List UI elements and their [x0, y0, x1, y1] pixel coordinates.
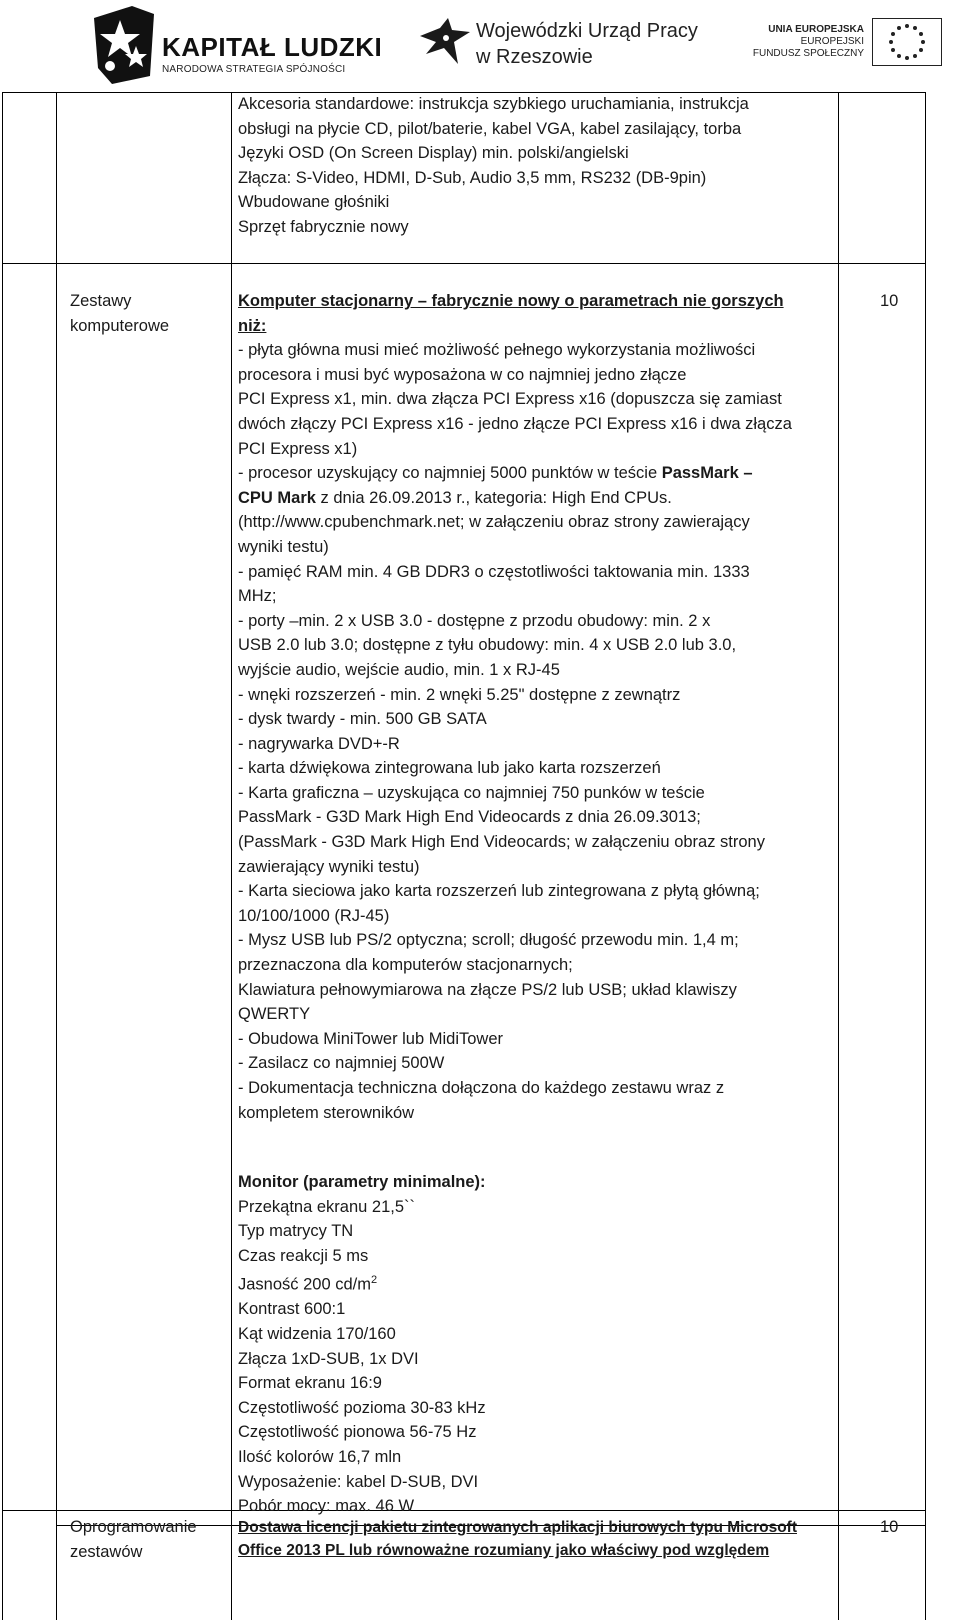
text-line: - karta dźwiękowa zintegrowana lub jako karta rozszerzeń [238, 759, 661, 778]
category-line: Oprogramowanie [70, 1518, 197, 1536]
software-quantity: 10 [880, 1518, 899, 1536]
accessories-description [238, 92, 749, 240]
text-line: 10/100/1000 (RJ-45) [238, 906, 390, 925]
kapital-ludzki-emblem-icon [92, 6, 156, 84]
kapital-ludzki-title: KAPITAŁ LUDZKI [162, 32, 383, 62]
text-line: obsługi na płycie CD, pilot/baterie, kabel VGA, kabel zasilający, torba [238, 119, 742, 138]
text-line: - nagrywarka DVD+-R [238, 734, 400, 753]
text-line: PassMark - G3D Mark High End Videocards z dnia 26.09.3013; [238, 808, 701, 827]
cpu-text: z dnia 26.09.2013 r., kategoria: High End CPUs. [315, 488, 672, 507]
text-line: (http://www.cpubenchmark.net; w załączeniu obraz strony zawierający [238, 513, 750, 532]
software-line: Dostawa licencji pakietu zintegrowanych aplikacji biurowych typu Microsoft [238, 1519, 797, 1536]
kapital-ludzki-logo [92, 6, 383, 86]
text-line: - pamięć RAM min. 4 GB DDR3 o częstotliwości taktowania min. 1333 [238, 562, 750, 581]
text-line: procesora i musi być wyposażona w co najmniej jedno złącze [238, 365, 687, 384]
category-line: Zestawy [70, 292, 132, 310]
eu-line1: UNIA EUROPEJSKA [768, 24, 864, 35]
text-line: zawierający wyniki testu) [238, 857, 420, 876]
table-border-right [925, 92, 926, 1620]
specification-table [0, 92, 960, 1620]
text-line: przeznaczona dla komputerów stacjonarnych; [238, 956, 573, 975]
text-line: - płyta główna musi mieć możliwość pełnego wykorzystania możliwości [238, 341, 756, 360]
kapital-ludzki-subtitle: NARODOWA STRATEGIA SPÓJNOŚCI [162, 64, 346, 75]
eu-logo [752, 14, 950, 74]
text-line: PCI Express x1) [238, 439, 358, 458]
text-line: Języki OSD (On Screen Display) min. polski/angielski [238, 144, 629, 163]
wup-name-line2: w Rzeszowie [476, 46, 593, 68]
text-line: Kontrast 600:1 [238, 1300, 346, 1319]
passmark-label: PassMark – [661, 464, 753, 483]
text-line: USB 2.0 lub 3.0; dostępne z tyłu obudowy: min. 4 x USB 2.0 lub 3.0, [238, 636, 737, 655]
text-line: Ilość kolorów 16,7 mln [238, 1448, 402, 1467]
brightness-superscript: 2 [370, 1274, 378, 1287]
text-line: - Zasilacz co najmniej 500W [238, 1054, 445, 1073]
computers-category [70, 289, 169, 338]
text-line: Klawiatura pełnowymiarowa na złącze PS/2 lub USB; układ klawiszy [238, 980, 737, 999]
table-border-col3 [838, 92, 839, 1620]
text-line: Wyposażenie: kabel D-SUB, DVI [238, 1472, 479, 1491]
text-line: Przekątna ekranu 21,5`` [238, 1197, 416, 1216]
text-line: Typ matrycy TN [238, 1222, 354, 1241]
wup-name-line1: Wojewódzki Urząd Pracy [476, 20, 698, 42]
text-line: - Obudowa MiniTower lub MidiTower [238, 1029, 504, 1048]
software-description [238, 1516, 797, 1562]
text-line: Sprzęt fabrycznie nowy [238, 217, 409, 236]
text-line: Format ekranu 16:9 [238, 1374, 382, 1393]
text-line: - Karta sieciowa jako karta rozszerzeń lub zintegrowana z płytą główną; [238, 882, 760, 901]
category-line: zestawów [70, 1542, 143, 1561]
cpu-line [238, 486, 792, 511]
table-border-left [2, 92, 3, 1620]
text-line: (PassMark - G3D Mark High End Videocards; w załączeniu obraz strony [238, 833, 765, 852]
eu-line3: FUNDUSZ SPOŁECZNY [752, 48, 864, 59]
text-line: Wbudowane głośniki [238, 193, 390, 212]
wup-logo [418, 14, 698, 74]
computer-heading: Komputer stacjonarny – fabrycznie nowy o parametrach nie gorszych [238, 292, 784, 310]
computer-heading: niż: [238, 316, 267, 335]
software-line: Office 2013 PL lub równoważne rozumiany jako właściwy pod względem [238, 1542, 770, 1559]
table-row-divider [2, 263, 926, 264]
brightness-line [238, 1268, 486, 1297]
text-line: - Dokumentacja techniczna dołączona do każdego zestawu wraz z [238, 1079, 725, 1097]
text-line: Częstotliwość pionowa 56-75 Hz [238, 1423, 477, 1442]
table-border-col2 [231, 92, 232, 1620]
computers-quantity: 10 [880, 292, 899, 310]
text-line: Złącza: S-Video, HDMI, D-Sub, Audio 3,5 mm, RS232 (DB-9pin) [238, 168, 707, 187]
wup-bird-icon [418, 18, 472, 68]
text-line: - Mysz USB lub PS/2 optyczna; scroll; długość przewodu min. 1,4 m; [238, 931, 739, 950]
table-border-col1 [56, 92, 57, 1620]
eu-line2: EUROPEJSKI [800, 36, 864, 47]
brightness-text: Jasność 200 cd/m [238, 1275, 371, 1294]
text-line: kompletem sterowników [238, 1103, 415, 1122]
category-line: komputerowe [70, 316, 170, 335]
eu-flag-icon [872, 18, 942, 66]
cpu-line [238, 461, 792, 486]
page-header [0, 0, 960, 90]
monitor-heading: Monitor (parametry minimalne): [238, 1173, 486, 1191]
eu-text [753, 24, 864, 60]
text-line: - Karta graficzna – uzyskująca co najmniej 750 punków w teście [238, 783, 705, 802]
text-line: Czas reakcji 5 ms [238, 1246, 369, 1265]
text-line: QWERTY [238, 1005, 311, 1024]
text-line: MHz; [238, 587, 277, 606]
text-line: Akcesoria standardowe: instrukcja szybkiego uruchamiania, instrukcja [238, 95, 749, 113]
text-line: Pobór mocy: max. 46 W [238, 1497, 415, 1516]
cpu-text: - procesor uzyskujący co najmniej 5000 punktów w teście [238, 464, 662, 483]
text-line: - wnęki rozszerzeń - min. 2 wnęki 5.25" dostępne z zewnątrz [238, 685, 681, 704]
text-line: PCI Express x1, min. dwa złącza PCI Express x16 (dopuszcza się zamiast [238, 390, 782, 409]
text-line: - dysk twardy - min. 500 GB SATA [238, 710, 487, 729]
computers-description [238, 289, 792, 1125]
text-line: Częstotliwość pozioma 30-83 kHz [238, 1398, 486, 1417]
text-line: - porty –min. 2 x USB 3.0 - dostępne z przodu obudowy: min. 2 x [238, 611, 711, 630]
software-category [70, 1515, 197, 1564]
cpu-mark-label: CPU Mark [238, 488, 316, 507]
text-line: Kąt widzenia 170/160 [238, 1325, 396, 1344]
text-line: Złącza 1xD-SUB, 1x DVI [238, 1349, 419, 1368]
text-line: wyjście audio, wejście audio, min. 1 x RJ-45 [238, 660, 560, 679]
text-line: wyniki testu) [238, 537, 329, 556]
text-line: dwóch złączy PCI Express x16 - jedno złącze PCI Express x16 i dwa złącza [238, 414, 792, 433]
monitor-description [238, 1170, 486, 1519]
